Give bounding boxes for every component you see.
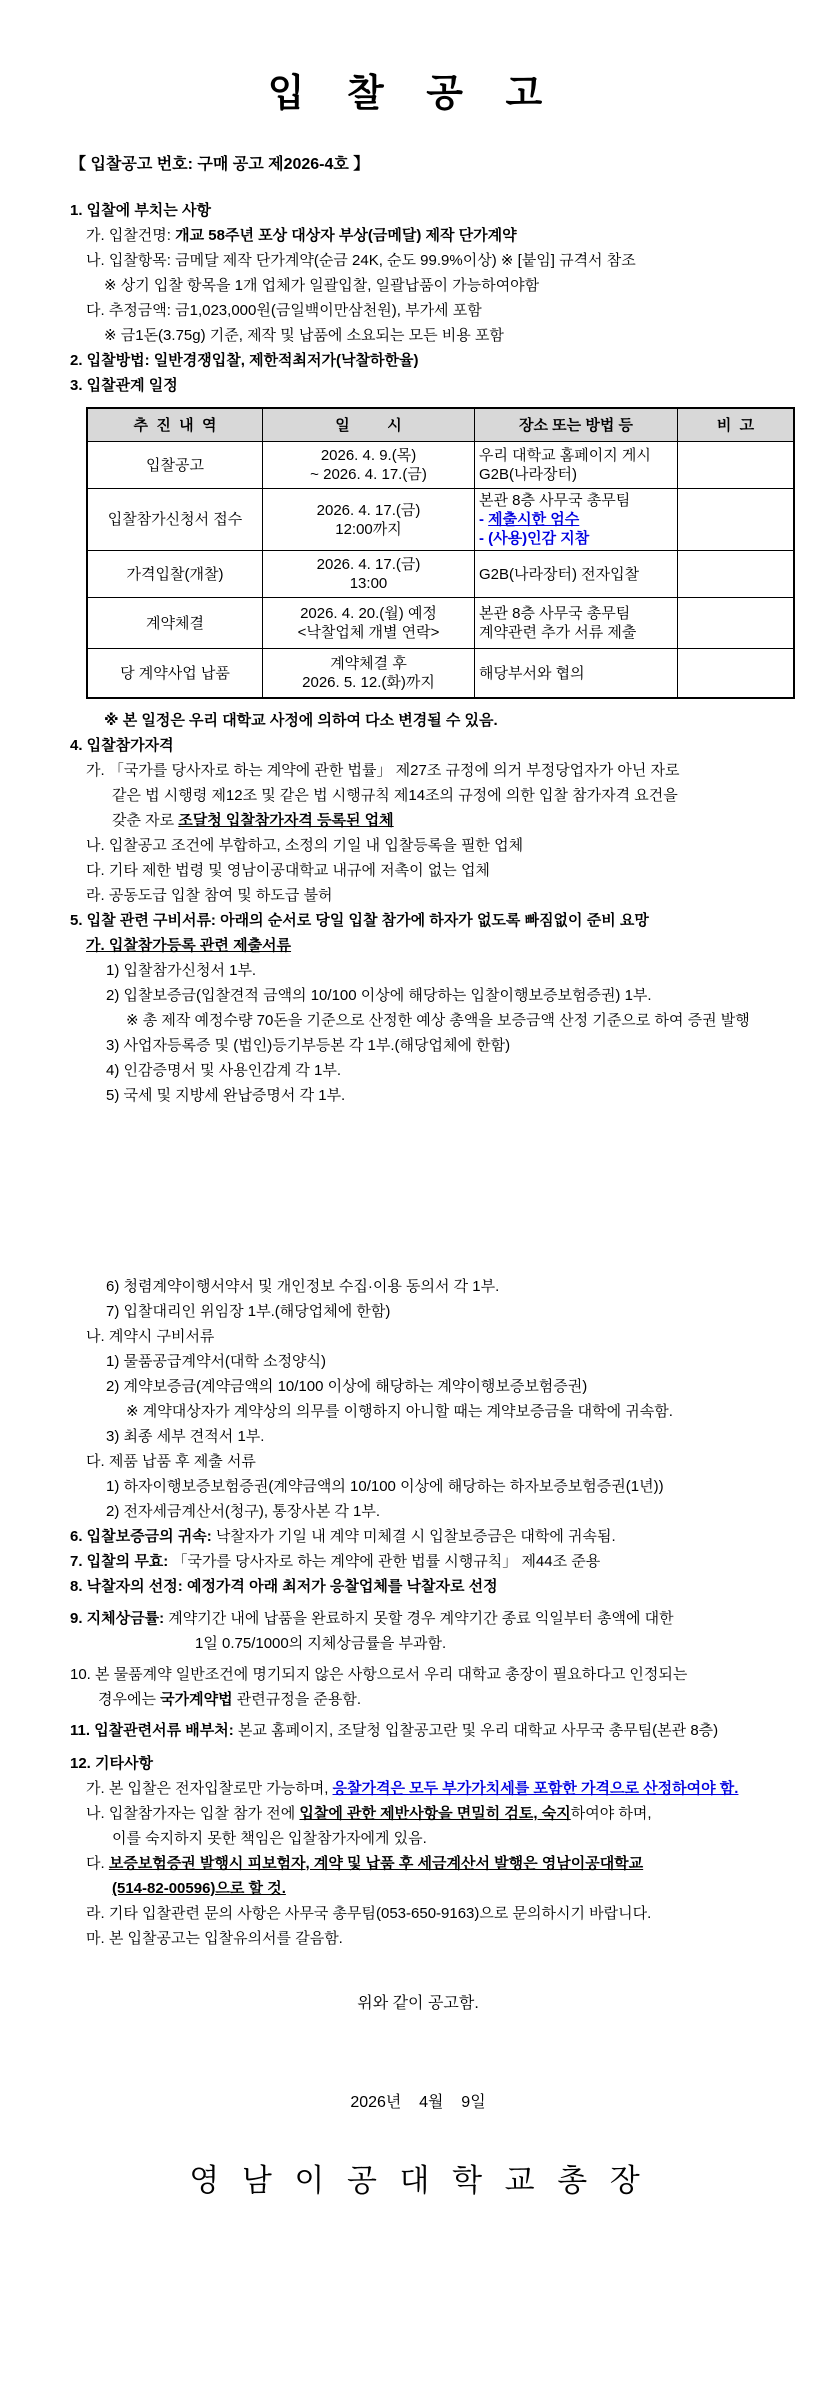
section-4-item-ra: 라. 공동도급 입찰 참여 및 하도급 불허 [86,887,333,904]
section-10-line2 [98,1687,766,1712]
section-1-item-da: 다. 추정금액: 금1,023,000원(금일백이만삼천원), 부가세 포함 [86,302,482,319]
item-label: 다. [86,1855,109,1872]
section-4-item-na: 나. 입찰공고 조건에 부합하고, 소정의 기일 내 입찰등록을 필한 업체 [86,837,524,854]
deadline-strict-text: 제출시한 엄수 [488,511,580,528]
cell-remarks [678,442,795,489]
section-1-heading: 1. 입찰에 부치는 사항 [70,202,211,219]
spacer [70,1743,766,1751]
notice-number: 【 입찰공고 번호: 구매 공고 제2026-4호 】 [70,156,370,173]
section-12-item-ra: 라. 기타 입찰관련 문의 사항은 사무국 총무팀(053-650-9163)으로 문의하시기 바랍니다. [86,1905,652,1922]
section-2-heading: 2. 입찰방법: 일반경쟁입찰, 제한적최저가(낙찰하한율) [70,352,419,369]
cell-datetime [263,649,475,699]
contract-doc-item: 3) 최종 세부 견적서 1부. [106,1428,265,1445]
contract-doc-note: ※ 계약대상자가 계약상의 의무를 이행하지 아니할 때는 계약보증금을 대학에 귀속함. [126,1403,673,1420]
section-1-item-da-note: ※ 금1돈(3.75g) 기준, 제작 및 납품에 소요되는 모든 비용 포함 [104,327,504,344]
vat-included-highlight: 응찰가격은 모두 부가가치세를 포함한 가격으로 산정하여야 함. [332,1780,739,1797]
bid-announcement-document [0,62,826,2398]
submit-doc-item: 4) 인감증명서 및 사용인감계 각 1부. [106,1062,342,1079]
section-5-na-heading: 나. 계약시 구비서류 [86,1328,215,1345]
header-task: 추 진 내 역 [87,408,263,442]
cell-task: 계약체결 [87,598,263,649]
seal-required-text: (사용)인감 지참 [488,530,590,547]
delivery-doc-item: 2) 전자세금계산서(청구), 통장사본 각 1부. [106,1503,381,1520]
cell-datetime [263,489,475,551]
date-line: 2026. 4. 17.(금) [316,501,421,519]
section-9-line2: 1일 0.75/1000의 지체상금률을 부과함. [195,1635,447,1652]
cell-datetime [263,551,475,598]
cell-task: 입찰공고 [87,442,263,489]
document-title: 입 찰 공 고 [267,73,559,115]
section-12-item-da-line1 [86,1851,766,1876]
section-11-text: 본교 홈페이지, 조달청 입찰공고란 및 우리 대학교 사무국 총무팀(본관 8층) [233,1722,719,1739]
section-9 [70,1606,766,1631]
deadline-strict-note [479,510,673,529]
section-4-heading: 4. 입찰참가자격 [70,737,174,754]
section-4-item-ga-line2: 같은 법 시행령 제12조 및 같은 법 시행규칙 제14조의 규정에 의한 입찰 참가자격 요건을 [112,787,678,804]
contract-doc-item: 1) 물품공급계약서(대학 소정양식) [106,1353,327,1370]
insured-party-highlight: 보증보험증권 발행시 피보험자, 계약 및 납품 후 세금계산서 발행은 영남이공대학교 [108,1855,644,1872]
section-10-line1: 10. 본 물품계약 일반조건에 명기되지 않은 사항으로서 우리 대학교 총장이 필요하다고 인정되는 [70,1666,688,1683]
submit-doc-item: 2) 입찰보증금(입찰견적 금액의 10/100 이상에 해당하는 입찰이행보증보험증권) 1부. [106,987,652,1004]
cell-remarks [678,649,795,699]
section-9-label: 9. 지체상금률: [70,1610,165,1627]
date-line: 2026. 4. 17.(금) [316,556,421,573]
bid-subject-highlight: 개교 58주년 포상 대상자 부상(금메달) 제작 단가계약 [175,227,517,244]
section-12-item-na-line1 [86,1801,766,1826]
item-label: 가. 입찰건명: [86,227,176,244]
business-number-highlight: (514-82-00596)으로 할 것. [112,1880,286,1897]
section-12-item-ga [86,1776,766,1801]
section-7 [70,1549,766,1574]
header-remarks: 비 고 [678,408,795,442]
section-9-text: 계약기간 내에 납품을 완료하지 못할 경우 계약기간 종료 익일부터 총액에 대한 [164,1610,674,1627]
cell-place [475,442,678,489]
cell-task: 가격입찰(개찰) [87,551,263,598]
date-line: 2026. 5. 12.(화)까지 [302,674,435,691]
cell-place: 해당부서와 협의 [475,649,678,699]
submit-doc-note: ※ 총 제작 예정수량 70돈을 기준으로 산정한 예상 총액을 보증금액 산정 기준으로 하여 증권 발행 [126,1012,750,1029]
dash: - [479,511,489,528]
table-row [87,489,794,551]
closing-statement: 위와 같이 공고함. [357,1995,479,2012]
place-line: 본관 8층 사무국 총무팀 [479,492,631,509]
section-11-label: 11. 입찰관련서류 배부처: [70,1722,234,1739]
submit-doc-item: 7) 입찰대리인 위임장 1부.(해당업체에 한함) [106,1303,391,1320]
section-5-da-heading: 다. 제품 납품 후 제출 서류 [86,1453,256,1470]
text-segment: 경우에는 [98,1691,161,1708]
page-break-gap [70,1108,766,1274]
date-line: <낙찰업체 개별 연락> [297,624,440,641]
section-7-label: 7. 입찰의 무효: [70,1553,169,1570]
date-line: 13:00 [349,575,388,592]
text-segment: 관련규정을 준용함. [232,1691,362,1708]
date-line: 12:00까지 [335,520,402,538]
section-4-item-ga-line1: 가. 「국가를 당사자로 하는 계약에 관한 법률」 제27조 규정에 의거 부정당업자가 아닌 자로 [86,762,680,779]
text-segment: 나. 입찰참가자는 입찰 참가 전에 [86,1805,300,1822]
schedule-table [86,407,795,699]
header-datetime: 일 시 [263,408,475,442]
section-1-item-na: 나. 입찰항목: 금메달 제작 단가계약(순금 24K, 순도 99.9%이상) ※ [붙임] 규격서 참조 [86,252,636,269]
submit-doc-item: 1) 입찰참가신청서 1부. [106,962,257,979]
section-12-item-da-line2 [112,1876,766,1901]
cell-task: 입찰참가신청서 접수 [87,489,263,551]
cell-datetime [263,442,475,489]
contract-doc-item: 2) 계약보증금(계약금액의 10/100 이상에 해당하는 계약이행보증보험증권) [106,1378,588,1395]
table-row [87,551,794,598]
text-segment: 가. 본 입찰은 전자입찰로만 가능하며, [86,1780,333,1797]
cell-remarks [678,598,795,649]
cell-place [475,489,678,551]
section-6-text: 낙찰자가 기일 내 계약 미체결 시 입찰보증금은 대학에 귀속됨. [211,1528,616,1545]
delivery-doc-item: 1) 하자이행보증보험증권(계약금액의 10/100 이상에 해당하는 하자보증보험증권(1년)) [106,1478,664,1495]
cell-remarks [678,551,795,598]
cell-task: 당 계약사업 납품 [87,649,263,699]
schedule-change-note: ※ 본 일정은 우리 대학교 사정에 의하여 다소 변경될 수 있음. [104,712,498,729]
review-terms-highlight: 입찰에 관한 제반사항을 면밀히 검토, 숙지 [299,1805,571,1822]
text-segment: 갖춘 자로 [112,812,179,829]
section-6-label: 6. 입찰보증금의 귀속: [70,1528,212,1545]
table-row [87,649,794,699]
table-row [87,598,794,649]
place-line: 계약관련 추가 서류 제출 [479,624,637,641]
text-segment: 하여야 하며, [570,1805,652,1822]
submit-doc-item: 6) 청렴계약이행서약서 및 개인정보 수집·이용 동의서 각 1부. [106,1278,500,1295]
cell-remarks [678,489,795,551]
date-line: 2026. 4. 20.(월) 예정 [300,605,437,622]
section-1-item-ga [86,223,766,248]
section-3-heading: 3. 입찰관계 일정 [70,377,178,394]
dash: - [479,530,489,547]
section-12-item-na-line2: 이를 숙지하지 못한 책임은 입찰참가자에게 있음. [112,1830,427,1847]
section-5-ga-heading: 가. 입찰참가등록 관련 제출서류 [86,937,292,954]
section-1-item-na-note: ※ 상기 입찰 항목을 1개 업체가 일괄입찰, 일괄납품이 가능하여야함 [104,277,540,294]
section-12-item-ma: 마. 본 입찰공고는 입찰유의서를 갈음함. [86,1930,343,1947]
submit-doc-item: 3) 사업자등록증 및 (법인)등기부등본 각 1부.(해당업체에 한함) [106,1037,511,1054]
issuer-signature: 영 남 이 공 대 학 교 총 장 [189,2163,647,2198]
section-7-text: 「국가를 당사자로 하는 계약에 관한 법률 시행규칙」 제44조 준용 [168,1553,601,1570]
table-row [87,442,794,489]
cell-place [475,598,678,649]
section-4-item-da: 다. 기타 제한 법령 및 영남이공대학교 내규에 저촉이 없는 업체 [86,862,490,879]
date-line: 2026. 4. 9.(목) [320,447,417,464]
date-line: ~ 2026. 4. 17.(금) [310,466,427,483]
announcement-date: 2026년 4월 9일 [350,2094,486,2111]
seal-required-note [479,529,673,548]
document-body [70,198,766,2201]
place-line: 본관 8층 사무국 총무팀 [479,605,631,622]
section-6 [70,1524,766,1549]
section-8-heading: 8. 낙찰자의 선정: 예정가격 아래 최저가 응찰업체를 낙찰자로 선정 [70,1578,498,1595]
section-5-heading: 5. 입찰 관련 구비서류: 아래의 순서로 당일 입찰 참가에 하자가 없도록 빠짐없이 준비 요망 [70,912,649,929]
cell-datetime [263,598,475,649]
section-11 [70,1718,766,1743]
registered-vendor-highlight: 조달청 입찰참가자격 등록된 업체 [178,812,394,829]
law-name-highlight: 국가계약법 [160,1691,233,1708]
section-12-heading: 12. 기타사항 [70,1755,153,1772]
cell-place: G2B(나라장터) 전자입찰 [475,551,678,598]
spacer [70,1599,766,1606]
date-line: 계약체결 후 [330,655,407,672]
header-place: 장소 또는 방법 등 [475,408,678,442]
section-4-item-ga-line3 [112,808,766,833]
place-line: G2B(나라장터) [479,466,577,483]
submit-doc-item: 5) 국세 및 지방세 완납증명서 각 1부. [106,1087,346,1104]
table-header-row [87,408,794,442]
place-line: 우리 대학교 홈페이지 게시 [479,447,651,464]
